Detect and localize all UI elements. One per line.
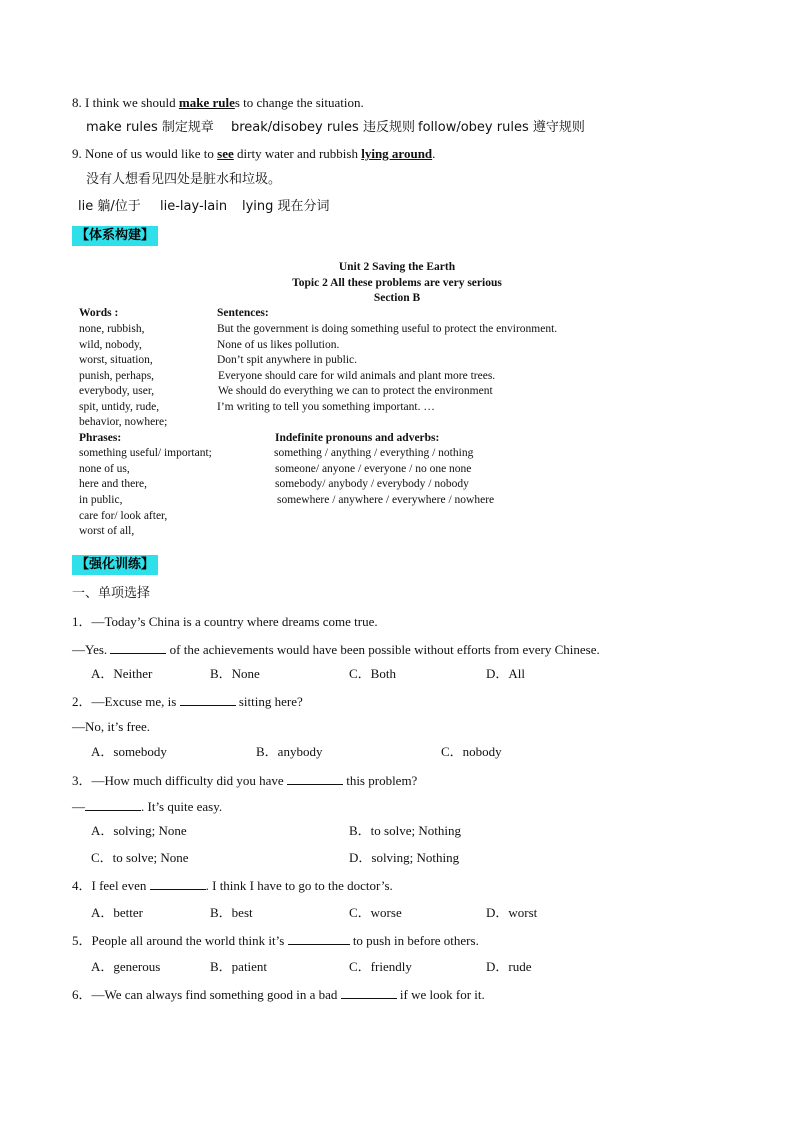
item-9-note-2: lie-lay-lain bbox=[160, 199, 228, 214]
question-4-option-a: A．better bbox=[91, 905, 143, 920]
question-6-stem: 6．—We can always find something good in a bad if we look for it. bbox=[72, 987, 485, 1002]
indefinite-item: someone/ anyone / everyone / no one none bbox=[275, 463, 472, 475]
question-3-option-a: A．solving; None bbox=[91, 823, 187, 838]
sentence-item: Everyone should care for wild animals and plant more trees. bbox=[218, 370, 496, 382]
question-4-option-b: B．best bbox=[210, 905, 253, 920]
word-list-item: wild, nobody, bbox=[79, 339, 142, 351]
question-5-option-b: B．patient bbox=[210, 959, 268, 974]
question-1-option-d: D．All bbox=[486, 666, 526, 681]
item-9-chinese: 没有人想看见四处是脏水和垃圾。 bbox=[86, 172, 282, 187]
word-list-item: none, rubbish, bbox=[79, 323, 145, 335]
section-header-practice: 【强化训练】 bbox=[72, 555, 158, 575]
item-9-note-3: lying 现在分词 bbox=[242, 199, 330, 214]
key-word-see: see bbox=[217, 146, 234, 161]
sentence-item: I’m writing to tell you something important. … bbox=[217, 401, 435, 413]
phrase-item: care for/ look after, bbox=[79, 510, 168, 522]
words-heading: Words : bbox=[79, 307, 119, 319]
question-5-option-a: A．generous bbox=[91, 959, 161, 974]
indefinite-item: somewhere / anywhere / everywhere / nowhere bbox=[277, 494, 495, 506]
sentences-heading: Sentences: bbox=[217, 307, 269, 319]
part-heading-multiple-choice: 一、单项选择 bbox=[72, 586, 151, 601]
question-2-option-c: C．nobody bbox=[441, 744, 502, 759]
question-1-line-2: —Yes. of the achievements would have been possible without efforts from every Chinese. bbox=[72, 642, 600, 657]
phrase-item: worst of all, bbox=[79, 525, 135, 537]
answer-blank bbox=[150, 877, 206, 890]
item-8-note-2: break/disobey rules 违反规则 bbox=[231, 120, 415, 135]
question-2-option-a: A．somebody bbox=[91, 744, 167, 759]
word-list-item: behavior, nowhere; bbox=[79, 416, 168, 428]
phrase-item: something useful/ important; bbox=[79, 447, 212, 459]
question-3-option-c: C．to solve; None bbox=[91, 850, 189, 865]
question-4-option-c: C．worse bbox=[349, 905, 402, 920]
answer-blank bbox=[180, 693, 236, 706]
sentence-item: We should do everything we can to protect the environment bbox=[218, 385, 493, 397]
answer-blank bbox=[341, 986, 397, 999]
phrase-item: in public, bbox=[79, 494, 123, 506]
word-list-item: punish, perhaps, bbox=[79, 370, 155, 382]
question-3-option-d: D．solving; Nothing bbox=[349, 850, 460, 865]
question-1-option-b: B．None bbox=[210, 666, 260, 681]
question-2-line-2: —No, it’s free. bbox=[72, 719, 150, 734]
item-8-line: 8. I think we should make rules to change the situation. bbox=[72, 95, 364, 110]
item-9-line: 9. None of us would like to see dirty water and rubbish lying around. bbox=[72, 146, 436, 161]
answer-blank bbox=[110, 641, 166, 654]
question-3-option-b: B．to solve; Nothing bbox=[349, 823, 461, 838]
item-8-note-3: follow/obey rules 遵守规则 bbox=[418, 120, 585, 135]
indefinite-heading: Indefinite pronouns and adverbs: bbox=[275, 432, 440, 444]
word-list-item: spit, untidy, rude, bbox=[79, 401, 160, 413]
indefinite-item: somebody/ anybody / everybody / nobody bbox=[275, 478, 469, 490]
phrases-heading: Phrases: bbox=[79, 432, 122, 444]
sentence-item: But the government is doing something useful to protect the environment. bbox=[217, 323, 558, 335]
word-list-item: everybody, user, bbox=[79, 385, 155, 397]
item-8-note-1: make rules 制定规章 bbox=[86, 120, 214, 135]
key-phrase-lying-around: lying around bbox=[361, 146, 433, 161]
outline-title-section: Section B bbox=[373, 292, 421, 304]
sentence-item: None of us likes pollution. bbox=[217, 339, 340, 351]
phrase-item: here and there, bbox=[79, 478, 148, 490]
question-1-option-a: A．Neither bbox=[91, 666, 153, 681]
question-3-stem: 3．—How much difficulty did you have this problem? bbox=[72, 773, 418, 788]
question-4-stem: 4．I feel even . I think I have to go to the doctor’s. bbox=[72, 878, 393, 893]
question-5-option-c: C．friendly bbox=[349, 959, 412, 974]
answer-blank bbox=[287, 772, 343, 785]
sentence-item: Don’t spit anywhere in public. bbox=[217, 354, 357, 366]
question-2-option-b: B．anybody bbox=[256, 744, 323, 759]
question-2-stem: 2．—Excuse me, is sitting here? bbox=[72, 694, 303, 709]
question-1-stem: 1．—Today’s China is a country where dreams come true. bbox=[72, 614, 378, 629]
question-4-option-d: D．worst bbox=[486, 905, 538, 920]
item-9-note-1: lie 躺/位于 bbox=[78, 199, 141, 214]
section-header-structure: 【体系构建】 bbox=[72, 226, 158, 246]
outline-title-topic: Topic 2 All these problems are very serious bbox=[292, 277, 502, 289]
indefinite-item: something / anything / everything / nothing bbox=[274, 447, 474, 459]
question-1-option-c: C．Both bbox=[349, 666, 396, 681]
answer-blank bbox=[288, 932, 350, 945]
question-5-stem: 5．People all around the world think it’s to push in before others. bbox=[72, 933, 479, 948]
outline-title-unit: Unit 2 Saving the Earth bbox=[338, 261, 456, 273]
word-list-item: worst, situation, bbox=[79, 354, 153, 366]
question-5-option-d: D．rude bbox=[486, 959, 532, 974]
answer-blank bbox=[85, 798, 141, 811]
key-phrase-make-rules: make rule bbox=[178, 95, 235, 110]
phrase-item: none of us, bbox=[79, 463, 130, 475]
question-3-line-2: — . It’s quite easy. bbox=[72, 799, 223, 814]
